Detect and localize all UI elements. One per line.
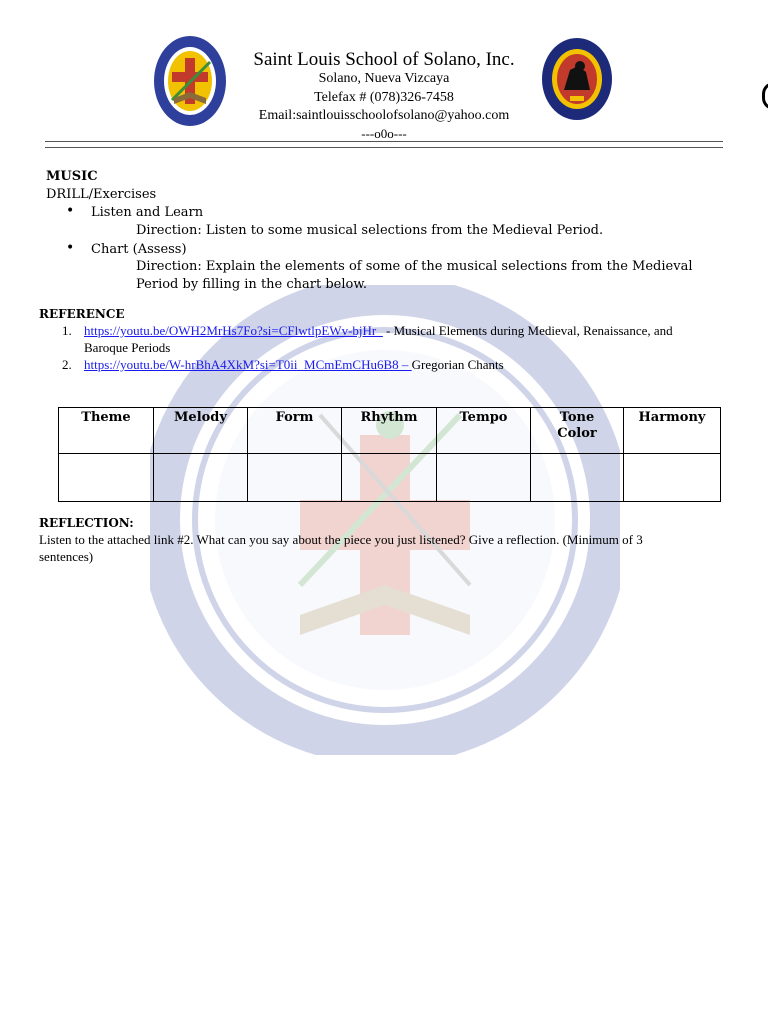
reference-number: 2.: [62, 357, 72, 372]
reference-description: Gregorian Chants: [411, 357, 504, 372]
table-cell-melody[interactable]: [154, 454, 248, 502]
school-email: Email:saintlouisschoolofsolano@yahoo.com: [258, 108, 510, 123]
school-name: Saint Louis School of Solano, Inc.: [253, 49, 515, 70]
column-header-rhythm: Rhythm: [342, 408, 437, 454]
item-title: Chart (Assess): [91, 242, 187, 257]
school-seal-watermark: [150, 285, 620, 755]
column-header-tempo: Tempo: [437, 408, 531, 454]
item-direction: Direction: Listen to some musical selections from the Medieval Period.: [136, 223, 604, 238]
header-separator: ---o0o---: [361, 126, 407, 141]
reference-item: [84, 357, 504, 373]
reference-heading: REFERENCE: [39, 307, 125, 321]
reference-description: - Musical Elements during Medieval, Renaissance, and: [382, 323, 673, 338]
header-rule-bottom: [45, 147, 723, 148]
school-address: Solano, Nueva Vizcaya: [318, 71, 450, 86]
school-telefax: Telefax # (078)326-7458: [314, 90, 454, 105]
header-rule-top: [45, 141, 723, 142]
table-cell-tempo[interactable]: [437, 454, 531, 502]
table-cell-theme[interactable]: [59, 454, 154, 502]
bullet-icon: •: [66, 203, 75, 219]
table-cell-tone-color[interactable]: [531, 454, 624, 502]
item-direction: Direction: Explain the elements of some of the musical selections from the Medieval: [136, 259, 693, 274]
reference-description-continued: Baroque Periods: [84, 340, 171, 355]
section-heading: DRILL/Exercises: [46, 187, 157, 202]
reflection-prompt-continued: sentences): [39, 549, 94, 564]
subject-heading: MUSIC: [46, 169, 98, 184]
column-header-harmony: Harmony: [624, 408, 721, 454]
table-cell-harmony[interactable]: [624, 454, 721, 502]
reference-link[interactable]: https://youtu.be/W-hrBhA4XkM?si=T0ii_MCmEmCHu6B8 –: [84, 357, 412, 372]
reference-number: 1.: [62, 323, 72, 338]
column-header-tone-color: Tone Color: [531, 408, 624, 454]
table-cell-form[interactable]: [248, 454, 342, 502]
column-header-theme: Theme: [59, 408, 154, 454]
item-title: Listen and Learn: [91, 205, 204, 220]
table-cell-rhythm[interactable]: [342, 454, 437, 502]
reflection-prompt: Listen to the attached link #2. What can you say about the piece you just listened? Give a reflection. (Minimum of 3: [39, 532, 643, 547]
table-header-row: [59, 408, 721, 454]
table-row: [59, 454, 721, 502]
item-direction-continued: Period by filling in the chart below.: [136, 277, 368, 292]
column-header-melody: Melody: [154, 408, 248, 454]
reference-link[interactable]: https://youtu.be/OWH2MrHs7Fo?si=CFlwtlpEWv-bjHr_: [84, 323, 383, 338]
music-elements-chart: [58, 407, 721, 502]
bullet-icon: •: [66, 240, 75, 256]
reference-item: [84, 323, 673, 339]
reflection-heading: REFLECTION:: [39, 516, 134, 530]
column-header-form: Form: [248, 408, 342, 454]
